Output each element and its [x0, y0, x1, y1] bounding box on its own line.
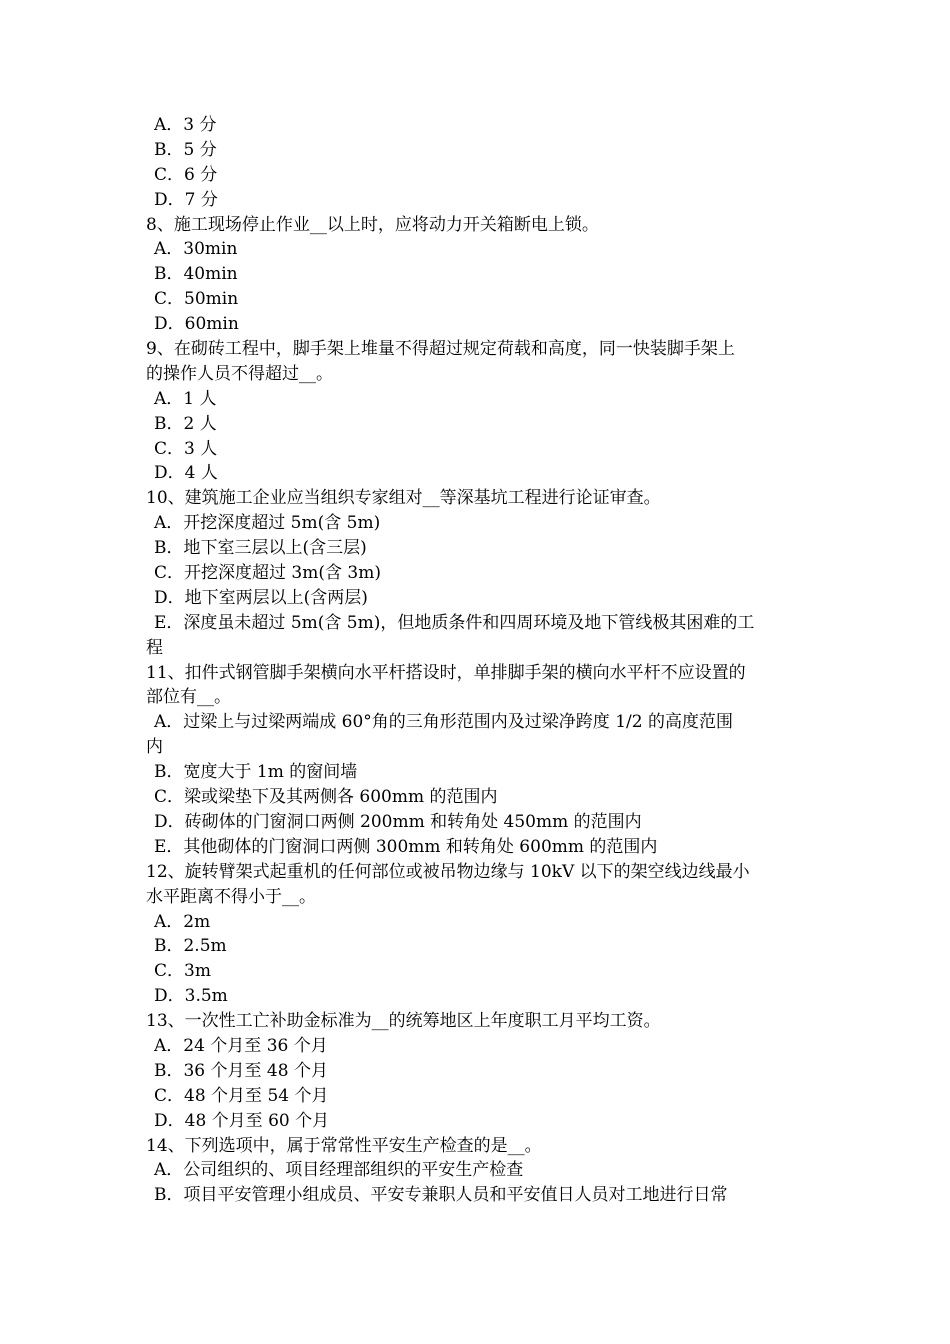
document-body: [146, 113, 810, 1208]
option-text: C．3m: [154, 961, 211, 982]
question-text: 9、在砌砖工程中，脚手架上堆量不得超过规定荷载和高度，同一快装脚手架上: [146, 339, 735, 360]
option-text: B．地下室三层以上(含三层): [154, 538, 367, 559]
option-text: E．其他砌体的门窗洞口两侧 300mm 和转角处 600mm 的范围内: [154, 836, 658, 857]
option-text: B．36 个月至 48 个月: [154, 1060, 328, 1081]
question-text: 12、旋转臂架式起重机的任何部位或被吊物边缘与 10kV 以下的架空线边线最小: [146, 861, 750, 882]
continuation-text: 内: [146, 737, 163, 758]
option-text: B．5 分: [154, 139, 217, 160]
option-text: A．公司组织的、项目经理部组织的平安生产检查: [154, 1160, 524, 1181]
option-text: A．3 分: [154, 115, 217, 135]
option-text: E．深度虽未超过 5m(含 5m)，但地质条件和四周环境及地下管线极其困难的工: [154, 612, 755, 633]
option-text: D．7 分: [154, 189, 218, 210]
option-text: A．2m: [154, 911, 211, 932]
option-text: C．开挖深度超过 3m(含 3m): [154, 563, 381, 584]
option-text: A．30min: [154, 239, 238, 260]
option-text: B．40min: [154, 264, 238, 285]
option-text: D．48 个月至 60 个月: [154, 1110, 330, 1131]
option-text: C．50min: [154, 289, 239, 310]
option-text: A．1 人: [154, 388, 217, 409]
option-text: B．项目平安管理小组成员、平安专兼职人员和平安值日人员对工地进行日常: [154, 1185, 728, 1206]
option-text: C．梁或梁垫下及其两侧各 600mm 的范围内: [154, 787, 498, 808]
continuation-text: 的操作人员不得超过__。: [146, 363, 333, 384]
option-text: A．开挖深度超过 5m(含 5m): [154, 513, 381, 534]
question-text: 13、一次性工亡补助金标准为__的统筹地区上年度职工月平均工资。: [146, 1011, 661, 1032]
question-text: 11、扣件式钢管脚手架横向水平杆搭设时，单排脚手架的横向水平杆不应设置的: [146, 662, 746, 683]
option-text: C．48 个月至 54 个月: [154, 1085, 329, 1106]
option-text: D．4 人: [154, 463, 218, 484]
option-text: D．60min: [154, 314, 239, 335]
continuation-text: 部位有__。: [146, 687, 231, 708]
option-text: D．砖砌体的门窗洞口两侧 200mm 和转角处 450mm 的范围内: [154, 811, 642, 832]
question-text: 14、下列选项中，属于常常性平安生产检查的是__。: [146, 1135, 542, 1156]
option-text: D．3.5m: [154, 986, 228, 1007]
option-text: A．24 个月至 36 个月: [154, 1035, 328, 1056]
question-text: 10、建筑施工企业应当组织专家组对__等深基坑工程进行论证审查。: [146, 488, 661, 509]
option-text: D．地下室两层以上(含两层): [154, 587, 368, 608]
question-text: 8、施工现场停止作业__以上时，应将动力开关箱断电上锁。: [146, 214, 599, 235]
option-text: A．过梁上与过梁两端成 60°角的三角形范围内及过梁净跨度 1/2 的高度范围: [154, 712, 733, 733]
continuation-text: 水平距离不得小于__。: [146, 886, 316, 907]
option-text: C．6 分: [154, 164, 218, 185]
option-text: B．2.5m: [154, 936, 227, 957]
option-text: C．3 人: [154, 438, 218, 459]
continuation-text: 程: [146, 637, 163, 658]
option-text: B．2 人: [154, 413, 217, 434]
option-text: B．宽度大于 1m 的窗间墙: [154, 762, 358, 783]
